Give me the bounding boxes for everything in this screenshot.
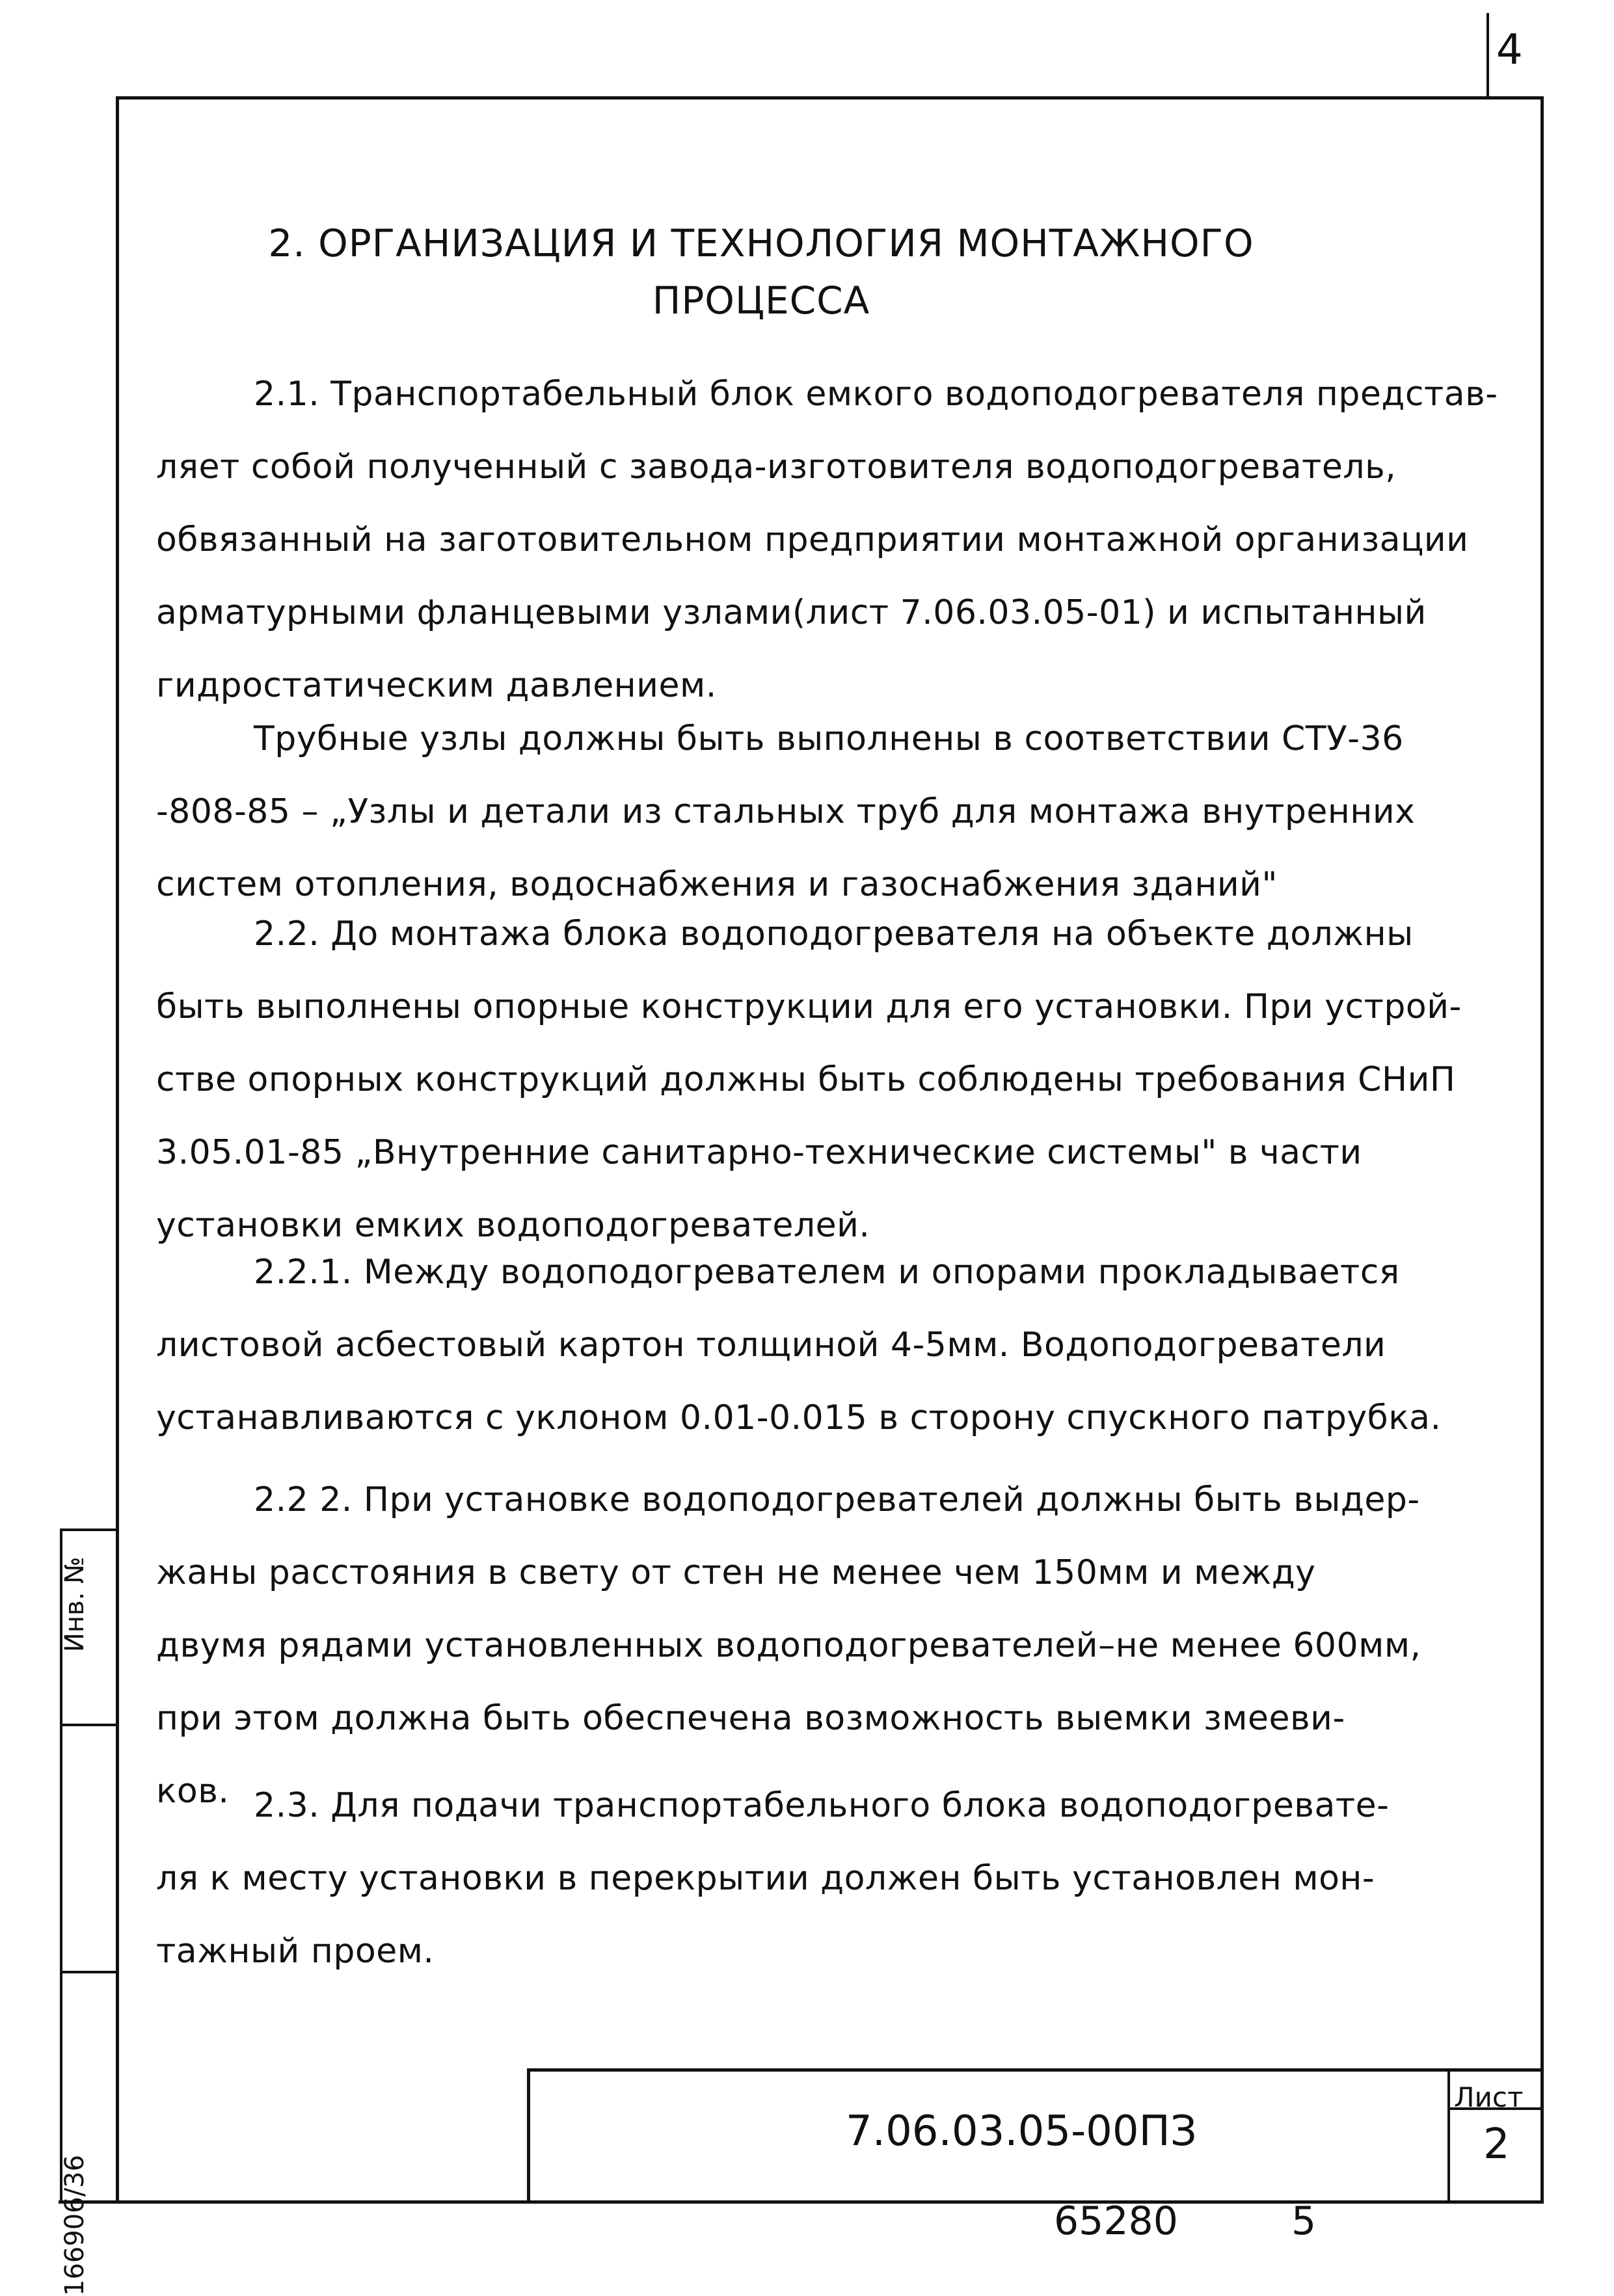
inventory-number: 166906/36 [60, 2154, 90, 2296]
text-line: устанавливаются с уклоном 0.01-0.015 в сторону спускного патрубка. [156, 1398, 1442, 1437]
inventory-label: Инв. № [60, 1556, 90, 1652]
frame-bottom [59, 2200, 1544, 2204]
sheet-label: Лист [1454, 2081, 1524, 2113]
text-line: при этом должна быть обеспечена возможность выемки змееви- [156, 1699, 1345, 1738]
text-line: стве опорных конструкций должны быть соблюдены требования СНиП [156, 1060, 1456, 1099]
paragraph-2-2-1 [156, 1236, 1529, 1454]
side-strip-top [60, 1528, 117, 1531]
paragraph-2-3 [156, 1769, 1529, 1988]
text-line: обвязанный на заготовительном предприятии монтажной организации [156, 520, 1469, 559]
section-title-line1: 2. ОРГАНИЗАЦИЯ И ТЕХНОЛОГИЯ МОНТАЖНОГО [268, 221, 1254, 265]
text-line: 2.3. Для подачи транспортабельного блока водоподогревате- [254, 1786, 1390, 1825]
section-title [111, 215, 1412, 329]
text-line: арматурными фланцевыми узлами(лист 7.06.03.05-01) и испытанный [156, 593, 1427, 632]
text-line: установки емких водоподогревателей. [156, 1206, 870, 1245]
text-line: 2.1. Транспортабельный блок емкого водоподогревателя представ- [254, 375, 1498, 414]
text-line: 2.2. До монтажа блока водоподогревателя на объекте должны [254, 914, 1414, 954]
page-number-divider [1486, 13, 1489, 98]
footer-code: 65280 [1054, 2198, 1178, 2244]
text-line: ков. [156, 1772, 230, 1811]
text-line: ляет собой полученный с завода-изготовителя водоподогреватель, [156, 447, 1397, 487]
section-title-line2: ПРОЦЕССА [652, 278, 870, 323]
text-line: быть выполнены опорные конструкции для его установки. При устрой- [156, 987, 1462, 1026]
paragraph-2-1 [156, 358, 1529, 722]
frame-left [116, 96, 119, 2204]
text-line: тажный проем. [156, 1932, 435, 1971]
page-number: 4 [1496, 26, 1523, 74]
stamp-left [527, 2068, 530, 2204]
frame-top [116, 96, 1544, 100]
frame-right [1540, 96, 1544, 2204]
side-strip-mid2 [60, 1971, 117, 1973]
stamp-top [527, 2068, 1544, 2072]
document-code: 7.06.03.05-00ПЗ [846, 2107, 1197, 2156]
text-line: ля к месту установки в перекрытии должен быть установлен мон- [156, 1859, 1375, 1898]
paragraph-2-1-pipes [156, 702, 1529, 921]
text-line: листовой асбестовый картон толщиной 4-5мм. Водоподогреватели [156, 1326, 1386, 1365]
text-line: жаны расстояния в свету от стен не менее чем 150мм и между [156, 1553, 1316, 1592]
text-line: систем отопления, водоснабжения и газоснабжения зданий" [156, 865, 1278, 904]
stamp-divider [1447, 2068, 1450, 2204]
text-line: 2.2 2. При установке водоподогревателей должны быть выдер- [254, 1480, 1420, 1519]
paragraph-2-2 [156, 898, 1529, 1262]
text-line: гидростатическим давлением. [156, 666, 717, 705]
side-strip-mid [60, 1724, 117, 1726]
text-line: Трубные узлы должны быть выполнены в соответствии СТУ-36 [254, 719, 1404, 758]
text-line: двумя рядами установленных водоподогревателей–не менее 600мм, [156, 1626, 1421, 1665]
sheet-number: 2 [1483, 2120, 1510, 2169]
text-line: 2.2.1. Между водоподогревателем и опорами прокладывается [254, 1253, 1400, 1292]
text-line: 3.05.01-85 „Внутренние санитарно-технические системы" в части [156, 1133, 1362, 1172]
footer-number: 5 [1291, 2198, 1317, 2244]
text-line: -808-85 – „Узлы и детали из стальных труб для монтажа внутренних [156, 792, 1416, 831]
